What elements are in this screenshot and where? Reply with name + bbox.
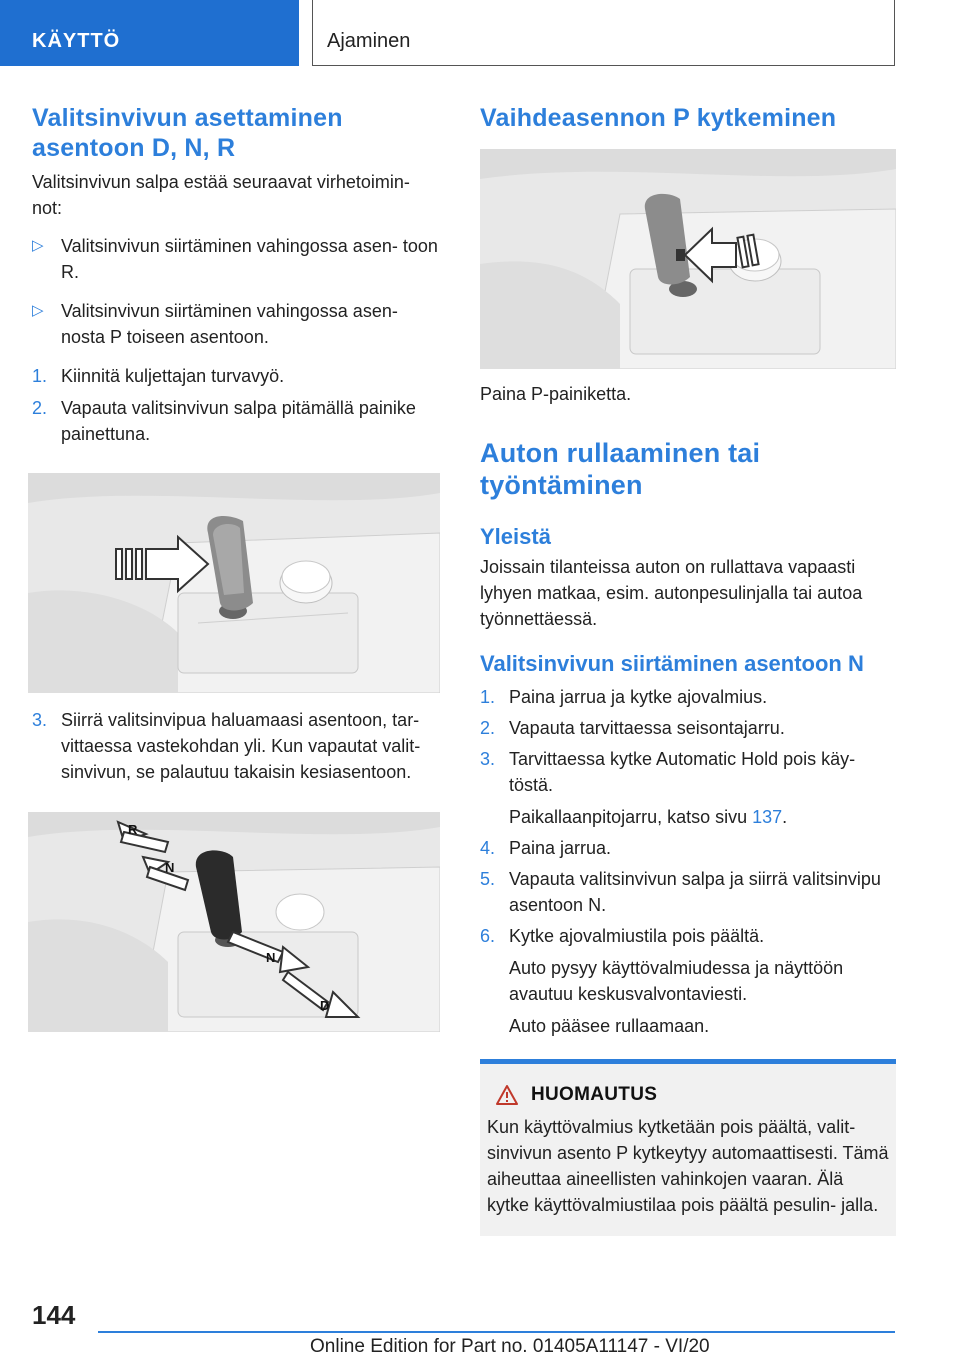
bullet-list [32,233,444,350]
bullet-item: ▷ Valitsinvivun siirtäminen vahingossa asen- nosta P toiseen asentoon. [32,298,444,350]
left-column [32,100,444,1032]
step-list [32,363,444,447]
notice-text: Kun käyttövalmius kytketään pois päältä, valit- sinvivun asento P kytkeytyy automaattisesti. Tämä aiheuttaa aineellisten vahinkojen vaaran. Älä kytke käyttövalmiustilaa pois päältä pesulin- jalla. [487,1117,889,1215]
warning-triangle-icon [495,1084,519,1106]
step-item: 4. Paina jarrua. [480,838,612,858]
triangle-right-icon: ▷ [32,237,44,254]
position-label-n-upper: N [165,860,175,875]
step-note: Paikallaanpitojarru, katso sivu 137. [509,807,788,827]
position-label-n-lower: N [266,950,276,965]
right-column [480,100,896,1236]
step-note: Auto pysyy käyttövalmiudessa ja näyttöön avautuu keskusvalvontaviesti. [509,958,844,1004]
page-header [0,0,960,66]
footer-divider [98,1331,895,1333]
notice-title: HUOMAUTUS [531,1084,658,1105]
step-item: 6. Kytke ajovalmiustila pois päältä. Auto pysyy käyttövalmiudessa ja näyttöön avautuu keskusvalvontaviesti. Auto pääsee rullaamaan. [480,923,896,1039]
figure-gear-positions [28,812,440,1032]
figure-park-button [480,149,896,369]
page-link[interactable]: 137 [752,807,783,827]
step-item: 5. Vapauta valitsinvivun salpa ja siirrä valitsinvipu asentoon N. [480,869,881,915]
page-number: 144 [32,1300,76,1330]
step-list [32,707,444,785]
step-item: 3. Tarvittaessa kytke Automatic Hold pois käy- töstä. Paikallaanpitojarru, katso sivu 137. [480,746,896,830]
caption-park: Paina P-painiketta. [480,384,632,404]
notice-header [487,1084,889,1106]
section-tab: KÄYTTÖ [0,0,299,66]
step-item: 2. Vapauta tarvittaessa seisontajarru. [480,718,785,738]
subheading-move-to-n: Valitsinvivun siirtäminen asentoon N [480,651,864,676]
heading-rolling: Auton rullaaminen tai työntäminen [480,438,761,500]
triangle-right-icon: ▷ [32,302,44,319]
step-list [480,684,896,1039]
position-label-d: D [320,998,330,1013]
intro-text: Valitsinvivun salpa estää seuraavat virhetoimin- not: [32,172,410,218]
step-item: 3. Siirrä valitsinvipua haluamaasi asentoon, tar- vittaessa vastekohdan yli. Kun vapautat valit- sinvivun, se palautuu takaisin kesiasentoon. [32,710,421,782]
heading-park-position: Vaihdeasennon P kytkeminen [480,104,837,132]
step-item: 2. Vapauta valitsinvivun salpa pitämällä painike painettuna. [32,398,416,444]
notice-box [480,1059,896,1236]
bullet-item: ▷ Valitsinvivun siirtäminen vahingossa asen- toon R. [32,233,444,285]
subheading-general: Yleistä [480,524,551,549]
step-note: Auto pääsee rullaamaan. [509,1016,710,1036]
edition-text: Online Edition for Part no. 01405A11147 - VI/20 [310,1336,710,1357]
step-item: 1. Paina jarrua ja kytke ajovalmius. [480,687,768,707]
general-text: Joissain tilanteissa auton on rullattava vapaasti lyhyen matkaa, esim. autonpesulinjalla tai autoa työnnettäessä. [480,557,863,629]
figure-lock-button [28,473,440,693]
heading-selector-lever-positions: Valitsinvivun asettaminen asentoon D, N, R [32,104,343,162]
step-item: 1. Kiinnitä kuljettajan turvavyö. [32,366,285,386]
position-label-r: R [128,822,138,837]
chapter-title: Ajaminen [312,0,895,66]
